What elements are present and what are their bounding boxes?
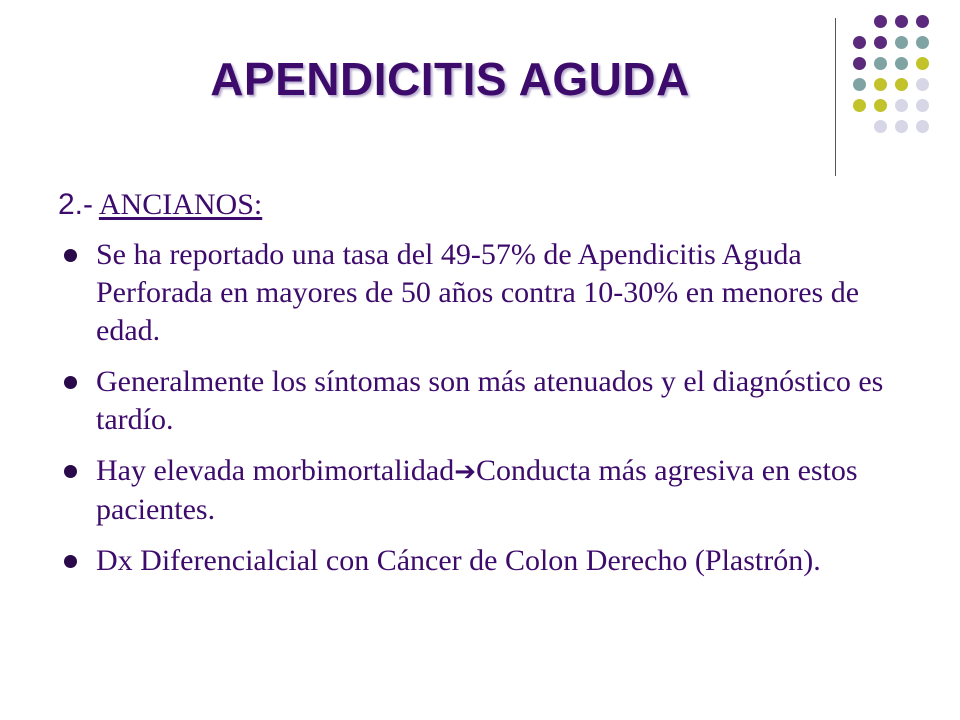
decorative-dot [895,36,908,49]
bullet-text: Se ha reportado una tasa del 49-57% de Apendicitis Aguda Perforada en mayores de 50 años contra 10-30% en menores de edad. [96,238,860,347]
bullet-item [62,542,902,580]
decorative-dot [895,78,908,91]
decorative-dot [874,36,887,49]
decorative-dot [916,15,929,28]
bullet-text: Dx Diferencialcial con Cáncer de Colon Derecho (Plastrón). [96,544,821,577]
decorative-dot [874,57,887,70]
decorative-dot [853,99,866,112]
decorative-dot [853,78,866,91]
decorative-dot [916,120,929,133]
subtitle-number: 2.- [58,188,94,221]
slide-title: APENDICITIS AGUDA [210,53,690,105]
decorative-dot [916,36,929,49]
decorative-dot [874,99,887,112]
decorative-dot [853,57,866,70]
decorative-dot-grid [853,15,933,155]
bullet-dot-icon [64,555,77,568]
bullet-item [62,236,902,350]
decorative-dot [895,57,908,70]
decorative-dot [916,57,929,70]
decorative-dot [874,15,887,28]
decorative-dot [895,99,908,112]
right-arrow-icon: ➔ [454,457,476,487]
subtitle-word: ANCIANOS: [98,188,263,221]
divider-line [835,18,836,176]
decorative-dot [853,36,866,49]
decorative-dot [916,78,929,91]
decorative-dot [874,78,887,91]
bullet-dot-icon [64,465,77,478]
bullet-text-after: Conducta más agresiva en estos pacientes. [96,454,858,526]
decorative-dot [895,120,908,133]
bullet-list [62,236,902,593]
bullet-dot-icon [64,249,77,262]
decorative-dot [874,120,887,133]
bullet-item [62,452,902,529]
bullet-text: Generalmente los síntomas son más atenuados y el diagnóstico es tardío. [96,365,884,436]
bullet-dot-icon [64,376,77,389]
decorative-dot [895,15,908,28]
bullet-text-before: Hay elevada morbimortalidad [96,454,455,487]
decorative-dot [916,99,929,112]
bullet-item [62,363,902,439]
section-subtitle [58,188,262,222]
